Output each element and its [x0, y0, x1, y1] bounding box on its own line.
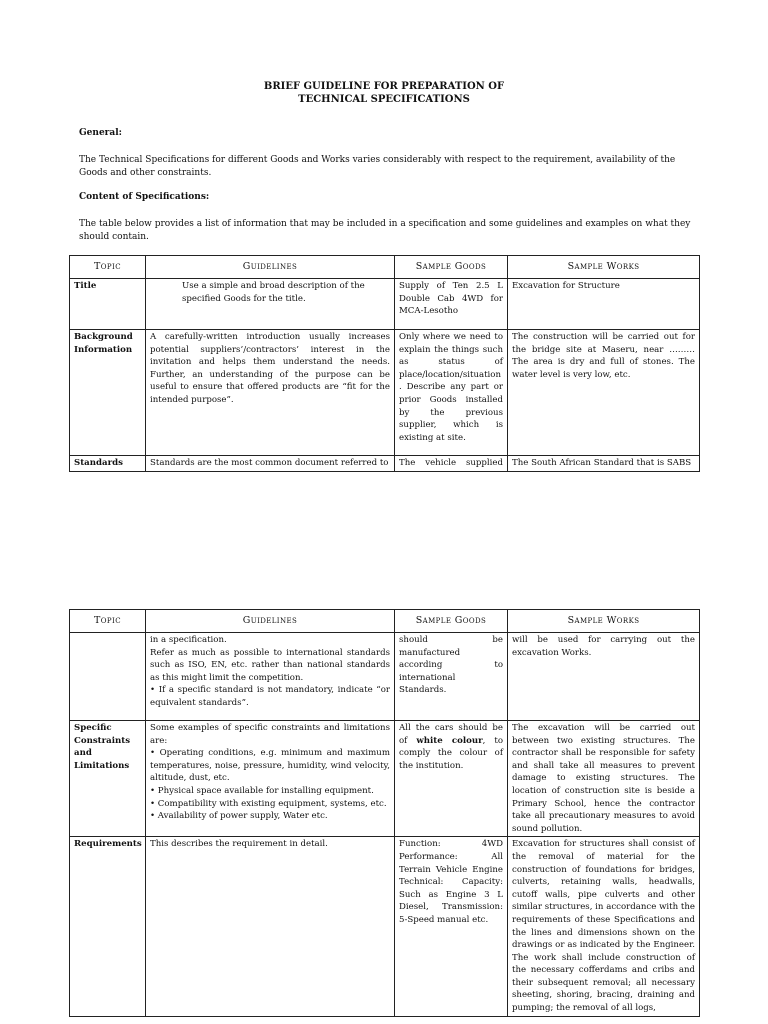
topic-cell: Standards	[70, 456, 146, 472]
content-heading: Content of Specifications:	[79, 192, 210, 202]
general-text: The Technical Specifications for different Goods and Works varies considerably with respect to the requirement, availability of the Goods and other constraints.	[79, 155, 676, 178]
header-sample-goods: Sample Goods	[395, 256, 508, 279]
guidelines-cell: A carefully-written introduction usually increases potential suppliers’/contractors’ interest in the invitation and helps them understand the needs. Further, an understanding of the purpose can be useful to ensure that offered products are “fit for the intended purpose”.	[146, 330, 395, 456]
topic-cell: Title	[70, 279, 146, 330]
content-text: The table below provides a list of information that may be included in a specification and some guidelines and examples on what they should contain.	[79, 219, 691, 242]
spec-table-1	[69, 255, 700, 472]
header-topic: Topic	[70, 256, 146, 279]
guidelines-text: in a specification.	[150, 635, 227, 645]
header-sample-goods: Sample Goods	[395, 610, 508, 633]
goods-cell	[395, 721, 508, 837]
spec-table-2	[69, 609, 700, 1017]
works-cell: The excavation will be carried out between two existing structures. The contractor shall be responsible for safety and shall take all measures to prevent damage to existing structures. The location of construction site is beside a Primary School, hence the contractor take all precautionary measures to avoid sound pollution.	[508, 721, 700, 837]
table-row	[70, 721, 700, 837]
goods-text: All the cars should be of	[399, 723, 503, 746]
guidelines-text: Refer as much as possible to international standards such as ISO, EN, etc. rather than national standards as this might limit the competition.	[150, 647, 390, 683]
works-cell: The South African Standard that is SABS	[508, 456, 700, 472]
works-cell: Excavation for Structure	[508, 279, 700, 330]
table-row	[70, 456, 700, 472]
header-sample-works: Sample Works	[508, 610, 700, 633]
works-cell: The construction will be carried out for the bridge site at Maseru, near ……… The area is dry and full of stones. The water level is very low, etc.	[508, 330, 700, 456]
works-cell: will be used for carrying out the excavation Works.	[508, 633, 700, 721]
goods-cell: Only where we need to explain the things such as status of place/location/situation . Describe any part or prior Goods installed by the previous supplier, which is existing at site.	[395, 330, 508, 456]
header-guidelines: Guidelines	[146, 610, 395, 633]
goods-cell: The vehicle supplied	[395, 456, 508, 472]
goods-text: , to comply the colour of the institution.	[399, 735, 504, 771]
header-guidelines: Guidelines	[146, 256, 395, 279]
table-row	[70, 837, 700, 1017]
table-row	[70, 279, 700, 330]
guideline-bullet: • Availability of power supply, Water etc.	[150, 811, 328, 822]
guidelines-cell: Standards are the most common document referred to	[146, 456, 395, 472]
guidelines-cell: This describes the requirement in detail.	[146, 837, 395, 1017]
document-title-line1: BRIEF GUIDELINE FOR PREPARATION OF	[263, 81, 505, 92]
goods-bold-text: white colour	[416, 735, 483, 746]
guideline-bullet: • If a specific standard is not mandatory, indicate “or equivalent standards”.	[150, 685, 390, 708]
general-heading: General:	[79, 128, 122, 138]
goods-cell: Function: 4WD Performance: All Terrain Vehicle Engine Technical: Capacity: Such as Engine 3 L Diesel, Transmission: 5-Speed manual etc.	[395, 837, 508, 1017]
topic-cell: Background Information	[70, 330, 146, 456]
topic-cell: Requirements	[70, 837, 146, 1017]
header-sample-works: Sample Works	[508, 256, 700, 279]
table-row	[70, 330, 700, 456]
guidelines-cell	[146, 633, 395, 721]
topic-cell	[70, 633, 146, 721]
table-header-row	[70, 610, 700, 633]
goods-cell: Supply of Ten 2.5 L Double Cab 4WD for MCA-Lesotho	[395, 279, 508, 330]
guidelines-cell	[146, 721, 395, 837]
table-header-row	[70, 256, 700, 279]
guideline-bullet: • Compatibility with existing equipment, systems, etc.	[150, 798, 387, 809]
guideline-bullet: • Physical space available for installing equipment.	[150, 785, 374, 796]
guideline-bullet: • Operating conditions, e.g. minimum and maximum temperatures, noise, pressure, humidity, wind velocity, altitude, dust, etc.	[150, 748, 390, 784]
header-topic: Topic	[70, 610, 146, 633]
topic-cell: Specific Constraints and Limitations	[70, 721, 146, 837]
goods-cell: should be manufactured according to international Standards.	[395, 633, 508, 721]
guidelines-cell: Use a simple and broad description of the specified Goods for the title.	[146, 279, 395, 330]
works-cell: Excavation for structures shall consist of the removal of material for the construction of foundations for bridges, culverts, retaining walls, headwalls, cutoff walls, pipe culverts and other similar structures, in accordance with the requirements of these Specifications and the lines and dimensions shown on the drawings or as indicated by the Engineer. The work shall include construction of the necessary cofferdams and cribs and their subsequent removal; all necessary sheeting, shoring, bracing, draining and pumping; the removal of all logs,	[508, 837, 700, 1017]
guidelines-text: Some examples of specific constraints and limitations are:	[150, 723, 390, 746]
document-title-line2: TECHNICAL SPECIFICATIONS	[298, 94, 470, 105]
table-row	[70, 633, 700, 721]
